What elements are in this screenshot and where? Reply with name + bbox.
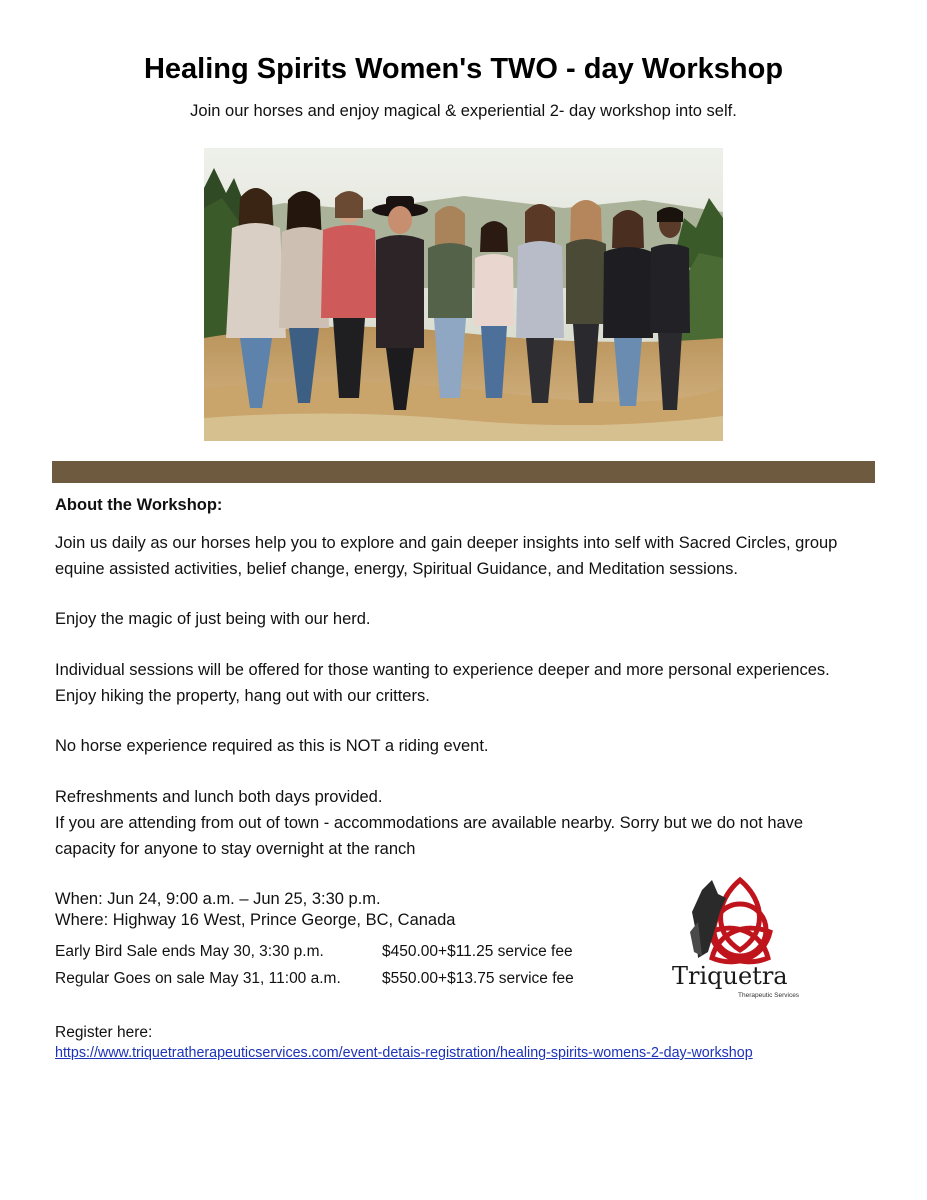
pricing-row [55, 943, 573, 961]
registration-link[interactable]: https://www.triquetratherapeuticservices.com/event-detais-registration/healing-spirits-womens-2-day-workshop [55, 1045, 753, 1061]
about-paragraph-4: No horse experience required as this is NOT a riding event. [55, 737, 489, 755]
logo-wordmark: Triquetra [672, 962, 788, 990]
pricing-price: $550.00+$13.75 service fee [382, 970, 574, 987]
group-photo [204, 148, 723, 441]
about-paragraph-1: Join us daily as our horses help you to explore and gain deeper insights into self with Sacred Circles, group equine assisted activities, belief change, energy, Spiritual Guidance, and Meditation sessions. [55, 534, 838, 578]
about-paragraph-5b: If you are attending from out of town - accommodations are available nearby. Sorry but we do not have capacity for anyone to stay overnight at the ranch [55, 814, 804, 858]
about-paragraph-2: Enjoy the magic of just being with our herd. [55, 610, 371, 628]
triquetra-logo [668, 872, 813, 1002]
section-divider [52, 461, 875, 483]
page-title: Healing Spirits Women's TWO - day Workshop [143, 53, 784, 85]
pricing-label: Early Bird Sale ends May 30, 3:30 p.m. [55, 943, 324, 960]
pricing-label: Regular Goes on sale May 31, 11:00 a.m. [55, 970, 341, 987]
logo-tagline: Therapeutic Services [738, 992, 800, 999]
about-paragraph-3: Individual sessions will be offered for those wanting to experience deeper and more personal experiences. Enjoy hiking the property, hang out with our critters. [55, 661, 830, 705]
page-subtitle: Join our horses and enjoy magical & experiential 2- day workshop into self. [190, 102, 737, 120]
event-where: Where: Highway 16 West, Prince George, BC, Canada [55, 911, 456, 929]
pricing-row [55, 970, 574, 988]
event-when: When: Jun 24, 9:00 a.m. – Jun 25, 3:30 p.m. [55, 890, 381, 908]
register-label: Register here: [55, 1024, 153, 1041]
pricing-price: $450.00+$11.25 service fee [382, 943, 573, 960]
about-heading: About the Workshop: [55, 496, 223, 514]
about-paragraph-5a: Refreshments and lunch both days provided. [55, 788, 383, 806]
